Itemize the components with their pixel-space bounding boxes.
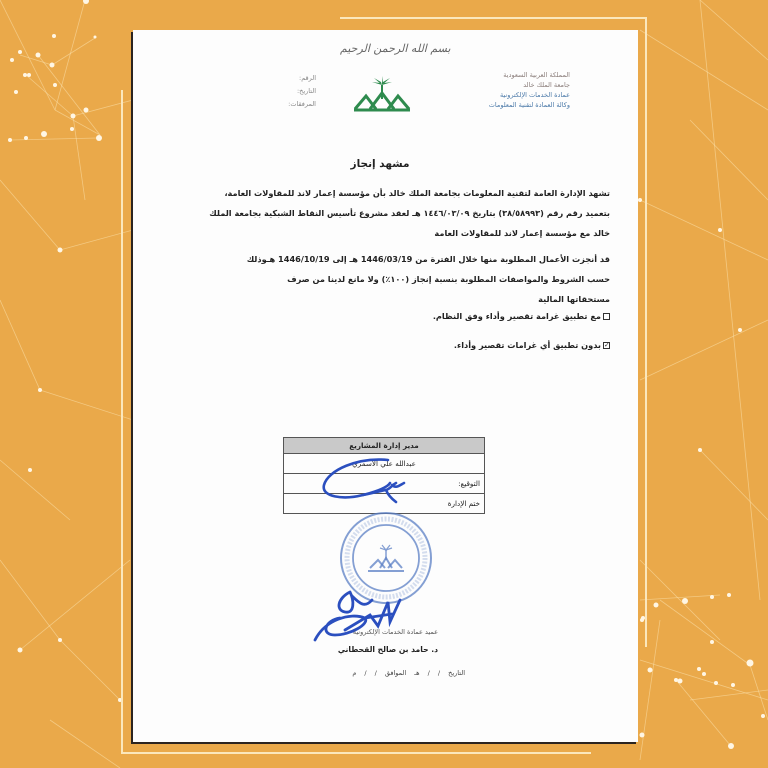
frame-line-top [340,17,647,19]
letterhead-institution [445,70,570,110]
frame-line-bottom [121,752,591,754]
checkbox-checked[interactable]: ✓ [604,340,610,349]
manager-signature-icon [318,455,418,510]
project-manager-name: عبدالله علي الاسمري [284,454,485,474]
letterhead-line: وكالة العمادة لتقنية المعلومات [488,101,570,109]
reference-number-label: الرقم: [299,74,316,82]
dean-title: عميد عمادة الخدمات الإلكترونية [352,628,438,636]
certification-paragraph: تشهد الإدارة العامة لتقنية المعلومات بجامعة الملك خالد بأن مؤسسة إعمار لاند للمقاولات العامة، بتعميد رقم رقم (٣٨/٥٨٩٩٣) بتاريخ ١٤٤٦/٠٣/٠٩ هـ لعقد مشروع تأسيس النقاط الشبكية بجامعة الملك خالد مع مؤسسة إعمار لاند للمقاولات العامة [209,188,610,238]
university-logo-icon [352,76,412,112]
attachments-label: المرفقات: [288,100,316,108]
letterhead-line: المملكة العربية السعودية [503,71,570,79]
date-line: التاريخ / / هـ الموافق / / م [352,669,465,677]
option-without-penalty[interactable] [454,340,610,350]
letterhead-line: جامعة الملك خالد [523,81,570,89]
letterhead-reference-fields [268,72,316,111]
document-title: مشهد إنجاز [350,158,410,170]
bismillah-heading: بسم الله الرحمن الرحيم [340,42,451,55]
dean-name: د. حامد بن صالح القحطاني [337,645,438,654]
letterhead-line: عمادة الخدمات الإلكترونية [499,91,570,99]
option-label: بدون تطبيق أي غرامات تقصير وأداء. [453,340,601,350]
option-with-penalty[interactable] [433,311,610,321]
frame-line-left [121,90,123,754]
option-label: مع تطبيق غرامة تقصير وأداء وفق النظام. [432,311,601,321]
signature-field-label: التوقيع: [284,474,485,494]
reference-date-label: التاريخ: [296,87,316,95]
checkbox-unchecked[interactable] [603,313,610,320]
completion-paragraph: قد أنجزت الأعمال المطلوبة منها خلال الفترة من 1446/03/19 هـ إلى 1446/10/19 هـوذلك حسب الشروط والمواصفات المطلوبة بنسبة إنجاز (١٠٠٪) ولا مانع لدينا من صرف مستحقاتها المالية [246,254,610,304]
frame-line-right [645,17,647,647]
approval-table-header: مدير إدارة المشاريع [284,438,485,454]
department-stamp-label: ختم الإدارة [284,494,485,514]
